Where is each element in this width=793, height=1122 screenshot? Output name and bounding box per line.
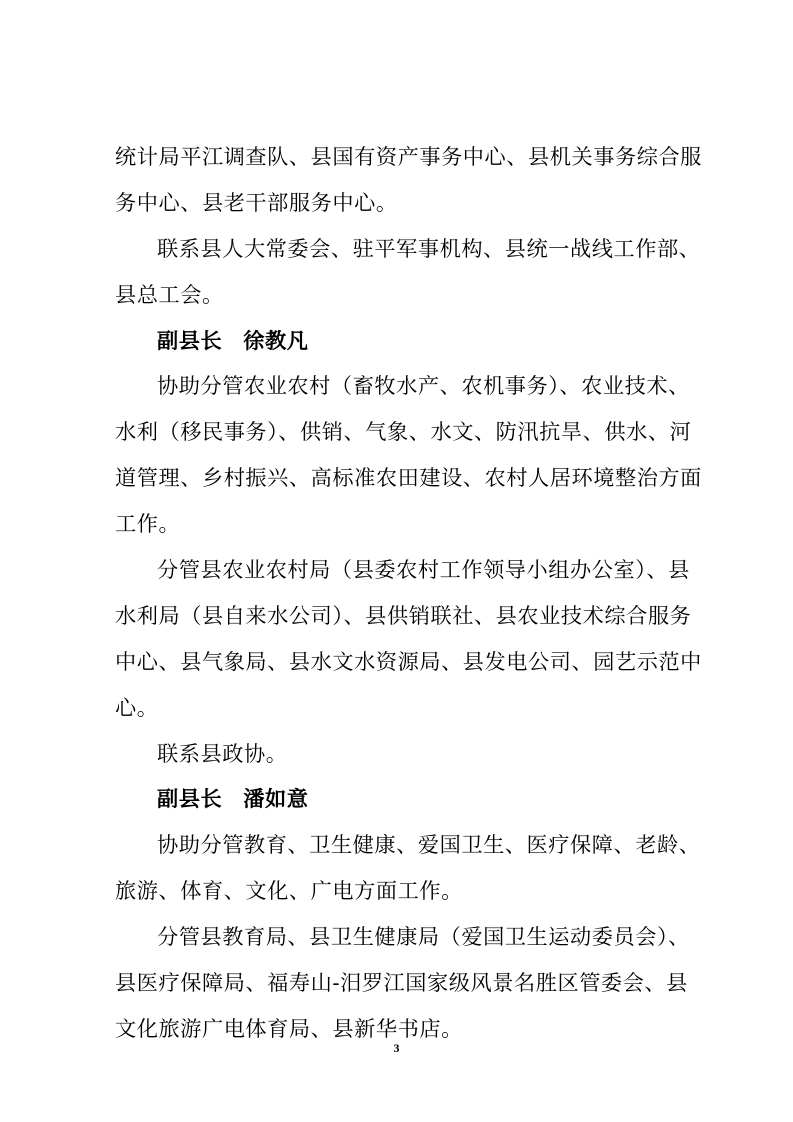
- heading-name: 潘如意: [243, 786, 309, 812]
- body-text: [115, 134, 702, 1052]
- paragraph-line: 县医疗保障局、福寿山-汨罗江国家级风景名胜区管委会、县: [115, 970, 688, 996]
- paragraph-line: 道管理、乡村振兴、高标准农田建设、农村人居环境整治方面: [115, 465, 702, 491]
- section-heading-pan: [115, 776, 683, 822]
- paragraph-line: 旅游、体育、文化、广电方面工作。: [115, 878, 463, 904]
- paragraph-line: 统计局平江调查队、县国有资产事务中心、县机关事务综合服: [115, 144, 702, 169]
- paragraph-line: 水利（移民事务）、供销、气象、水文、防汛抗旱、供水、河: [115, 419, 692, 445]
- paragraph-line: 县总工会。: [115, 281, 224, 307]
- paragraph-line: 联系县政协。: [157, 740, 288, 766]
- paragraph-line: 分管县教育局、县卫生健康局（爱国卫生运动委员会）、: [157, 924, 690, 950]
- paragraph-line: 工作。: [115, 511, 181, 537]
- paragraph-line: 协助分管农业农村（畜牧水产、农机事务）、农业技术、: [157, 373, 690, 399]
- heading-title: 副县长: [157, 327, 223, 353]
- heading-title: 副县长: [157, 786, 223, 812]
- paragraph-line: 协助分管教育、卫生健康、爱国卫生、医疗保障、老龄、: [157, 832, 701, 858]
- page-number: 3: [393, 1041, 400, 1055]
- paragraph-line: 文化旅游广电体育局、县新华书店。: [115, 1015, 463, 1041]
- paragraph-line: 心。: [115, 694, 159, 720]
- heading-name: 徐教凡: [243, 327, 309, 353]
- paragraph-line: 务中心、县老干部服务中心。: [115, 189, 398, 215]
- paragraph-line: 水利局（县自来水公司）、县供销联社、县农业技术综合服务: [115, 602, 692, 628]
- paragraph-line: 联系县人大常委会、驻平军事机构、县统一战线工作部、: [157, 235, 701, 261]
- section-heading-xu: [115, 318, 683, 364]
- paragraph-line: 中心、县气象局、县水文水资源局、县发电公司、园艺示范中: [115, 648, 702, 674]
- paragraph-line: 分管县农业农村局（县委农村工作领导小组办公室）、县: [157, 557, 690, 583]
